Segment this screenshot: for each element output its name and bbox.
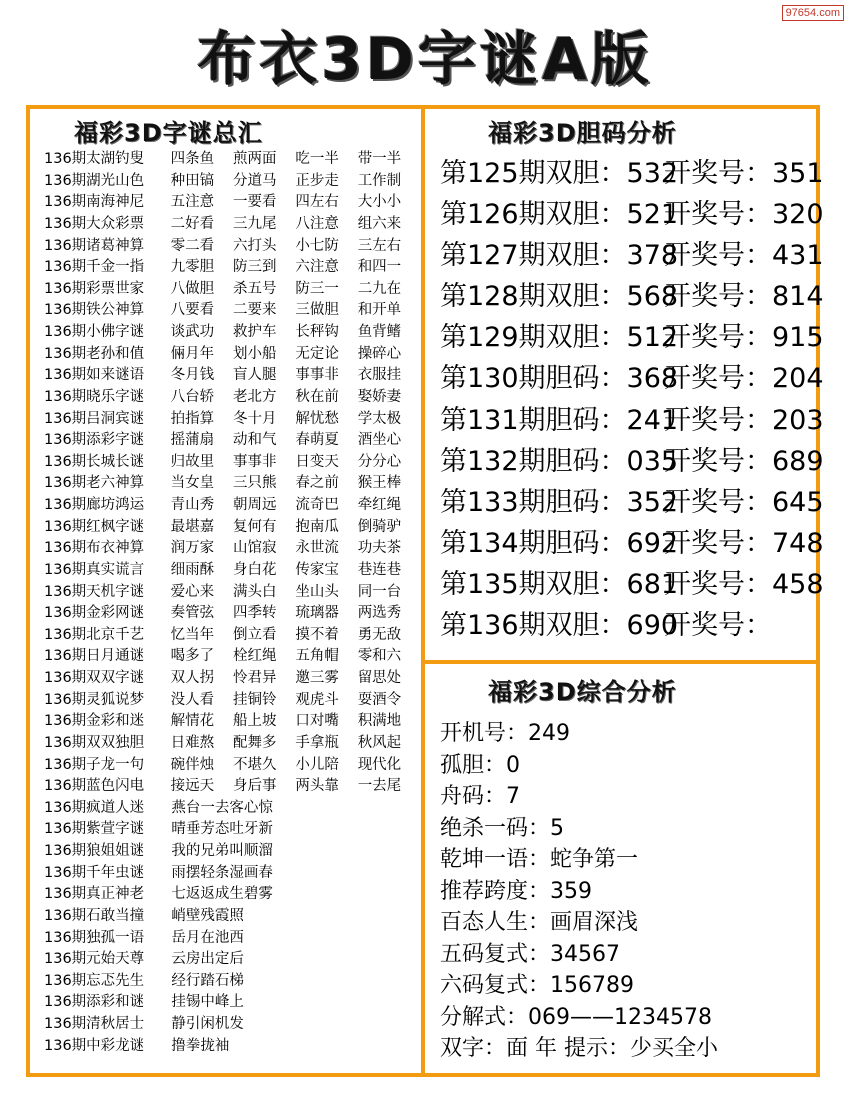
riddle-row — [44, 690, 420, 712]
riddle-clue: 身后事 — [233, 778, 277, 795]
draw-result: 开奖号：320 — [664, 199, 824, 231]
riddle-row — [44, 711, 420, 733]
riddle-clue: 六打头 — [233, 237, 277, 254]
riddle-clue: 三九尾 — [233, 215, 277, 232]
riddle-clue: 学太极 — [357, 410, 402, 427]
riddle-source: 136期真实谎言 — [44, 561, 145, 578]
riddle-clue: 八台轿 — [170, 388, 215, 405]
riddle-source: 136期元始天尊 — [44, 951, 145, 968]
draw-result: 开奖号： — [664, 610, 772, 642]
riddle-source: 136期忘忑先生 — [44, 972, 145, 989]
riddle-clue: 手拿瓶 — [295, 734, 339, 751]
riddle-clue: 复何有 — [233, 518, 277, 535]
dan-row — [440, 358, 824, 399]
riddle-clue: 流奇巴 — [295, 497, 339, 513]
riddle-verse: 云房出定后 — [171, 951, 244, 968]
riddle-row — [44, 279, 420, 301]
riddle-row — [44, 841, 420, 863]
riddle-row — [44, 755, 420, 777]
draw-result: 开奖号：645 — [664, 486, 824, 518]
riddle-source: 136期大众彩票 — [44, 215, 145, 232]
dan-pick: 第133期胆码：352 — [440, 486, 679, 518]
dan-row — [440, 317, 824, 358]
riddle-clue: 二要来 — [233, 302, 277, 319]
riddle-verse: 峭壁残霞照 — [171, 907, 244, 924]
riddle-clue: 观虎斗 — [295, 691, 339, 708]
summary-line: 双字：面 年 提示：少买全小 — [440, 1036, 718, 1061]
riddle-clue: 传家宝 — [295, 561, 339, 578]
riddle-verse: 挂锡中峰上 — [171, 994, 244, 1011]
riddle-source: 136期廊坊鸿运 — [44, 497, 145, 513]
riddle-row — [44, 1036, 420, 1058]
riddle-clue: 带一半 — [357, 151, 402, 167]
riddle-row — [44, 517, 420, 539]
riddle-clue: 倆月年 — [170, 345, 215, 362]
riddle-row — [44, 214, 420, 236]
riddle-source: 136期老六神算 — [44, 475, 145, 492]
riddle-clue: 五注意 — [170, 194, 215, 211]
riddle-clue: 两头靠 — [295, 778, 339, 795]
page-title: 布衣3D字谜A版 — [197, 25, 653, 93]
riddle-clue: 倒立看 — [233, 626, 277, 643]
riddle-clue: 二九在 — [357, 280, 402, 297]
riddle-source: 136期双双独胆 — [44, 734, 145, 751]
riddle-source: 136期子龙一句 — [44, 756, 145, 773]
riddle-clue: 冬十月 — [233, 410, 277, 427]
riddle-source: 136期长城长谜 — [44, 453, 145, 470]
riddle-clue: 分道马 — [233, 172, 277, 189]
dan-section-title: 福彩3D胆码分析 — [488, 119, 677, 147]
riddle-clue: 坐山头 — [295, 583, 339, 600]
riddle-clue: 不堪久 — [233, 756, 277, 773]
dan-row — [440, 194, 824, 235]
riddle-clue: 永世流 — [295, 540, 339, 557]
riddle-clue: 朝周远 — [233, 497, 277, 513]
riddle-source: 136期千金一指 — [44, 259, 145, 276]
riddle-row — [44, 928, 420, 950]
riddle-source: 136期小佛字谜 — [44, 324, 145, 340]
riddle-clue: 春之前 — [295, 475, 339, 492]
riddle-verse: 静引闲机发 — [171, 1016, 244, 1032]
riddle-clue: 防三到 — [233, 259, 277, 276]
summary-line: 分解式：069——1234578 — [440, 1004, 712, 1030]
dan-row — [440, 400, 824, 441]
riddle-row — [44, 430, 420, 452]
riddle-clue: 留思处 — [357, 670, 402, 686]
riddle-row — [44, 387, 420, 409]
summary-line: 乾坤一语：蛇争第一 — [440, 847, 639, 872]
riddle-row — [44, 495, 420, 517]
dan-pick: 第131期胆码：241 — [440, 404, 679, 436]
riddle-clue: 满头白 — [233, 583, 277, 600]
riddle-clue: 秋风起 — [357, 734, 402, 751]
riddle-clue: 同一台 — [357, 583, 402, 600]
riddle-row — [44, 992, 420, 1014]
dan-row — [440, 153, 824, 194]
riddle-verse: 七返返成生碧雾 — [171, 886, 273, 903]
riddle-verse: 经行踏石梯 — [171, 972, 244, 989]
riddle-clue: 爱心来 — [170, 583, 215, 600]
riddle-source: 136期天机字谜 — [44, 583, 145, 600]
column-divider — [421, 105, 425, 1077]
riddle-row — [44, 884, 420, 906]
riddle-clue: 接远天 — [170, 778, 215, 795]
riddle-verse: 撸拳拢袖 — [171, 1037, 230, 1054]
riddle-clue: 五角帽 — [295, 648, 339, 665]
riddle-row — [44, 538, 420, 560]
riddle-clue: 长秤钩 — [295, 324, 339, 340]
riddle-clue: 巷连巷 — [357, 561, 402, 578]
riddle-clue: 抱南瓜 — [295, 518, 339, 535]
riddle-clue: 挂铜铃 — [233, 691, 277, 708]
riddle-row — [44, 300, 420, 322]
riddle-row — [44, 733, 420, 755]
riddle-source: 136期红枫字谜 — [44, 518, 145, 535]
riddle-row — [44, 949, 420, 971]
riddle-clue: 八注意 — [295, 215, 339, 232]
riddle-clue: 猴王棒 — [357, 475, 402, 492]
riddle-row — [44, 236, 420, 258]
summary-line: 开机号：249 — [440, 721, 570, 746]
riddle-clue: 邀三雾 — [295, 670, 339, 686]
dan-row — [440, 482, 824, 523]
riddle-clue: 没人看 — [170, 691, 215, 708]
riddle-source: 136期金彩网谜 — [44, 605, 145, 622]
dan-row — [440, 235, 824, 276]
riddle-row — [44, 452, 420, 474]
riddle-row — [44, 582, 420, 604]
riddle-clue: 现代化 — [357, 756, 402, 773]
riddle-row — [44, 171, 420, 193]
riddle-clue: 春萌夏 — [295, 432, 339, 449]
riddle-row — [44, 625, 420, 647]
riddle-clue: 功夫茶 — [357, 540, 402, 557]
riddle-row — [44, 646, 420, 668]
riddle-row — [44, 409, 420, 431]
riddle-clue: 倒骑驴 — [357, 518, 402, 535]
dan-pick: 第125期双胆：532 — [440, 158, 679, 189]
riddle-list — [44, 149, 420, 1057]
riddle-source: 136期清秋居士 — [44, 1016, 145, 1032]
riddle-clue: 山馆寂 — [233, 540, 277, 557]
riddle-row — [44, 365, 420, 387]
riddle-clue: 船上坡 — [233, 713, 277, 730]
dan-pick: 第132期胆码：035 — [440, 445, 679, 477]
riddle-verse: 燕台一去客心惊 — [171, 799, 273, 816]
riddle-row — [44, 776, 420, 798]
riddle-clue: 身白花 — [233, 561, 277, 578]
riddle-clue: 日变天 — [295, 453, 339, 470]
riddle-clue: 九零胆 — [170, 259, 215, 276]
riddle-row — [44, 1014, 420, 1036]
riddle-clue: 四季转 — [233, 605, 277, 622]
dan-row — [440, 605, 820, 646]
riddle-clue: 栓红绳 — [233, 648, 277, 665]
riddle-source: 136期真正神老 — [44, 886, 145, 903]
dan-row — [440, 276, 824, 317]
riddle-row — [44, 473, 420, 495]
riddle-row — [44, 192, 420, 214]
riddle-clue: 三只熊 — [233, 475, 277, 492]
summary-line: 绝杀一码：5 — [440, 815, 564, 841]
riddle-clue: 零和六 — [357, 648, 402, 665]
riddle-clue: 事事非 — [295, 367, 339, 384]
draw-result: 开奖号：431 — [664, 240, 824, 272]
riddle-clue: 分分心 — [357, 453, 402, 470]
riddle-clue: 润万家 — [170, 540, 215, 557]
riddle-source: 136期添彩和谜 — [44, 994, 145, 1011]
riddle-clue: 六注意 — [295, 259, 339, 276]
riddle-clue: 口对嘴 — [295, 713, 339, 730]
riddle-clue: 和四一 — [357, 259, 402, 276]
riddle-source: 136期日月通谜 — [44, 648, 145, 665]
riddle-source: 136期紫萱字谜 — [44, 821, 145, 838]
riddle-source: 136期如来谜语 — [44, 367, 145, 384]
summary-line: 推荐跨度：359 — [440, 878, 592, 904]
riddle-clue: 动和气 — [233, 432, 277, 449]
riddle-clue: 小儿陪 — [295, 756, 339, 773]
riddle-row — [44, 149, 420, 171]
draw-result: 开奖号：814 — [664, 281, 824, 313]
riddle-source: 136期狼姐姐谜 — [44, 843, 145, 859]
riddle-clue: 摇蒲扇 — [170, 432, 215, 449]
riddle-clue: 琉璃器 — [295, 605, 339, 622]
riddle-clue: 秋在前 — [295, 388, 339, 405]
summary-list — [440, 718, 820, 1065]
riddle-clue: 冬月钱 — [170, 367, 215, 384]
riddle-clue: 积满地 — [357, 713, 402, 730]
riddle-source: 136期石敢当撞 — [44, 907, 145, 924]
riddle-clue: 解情花 — [170, 713, 215, 730]
riddle-clue: 种田镐 — [170, 172, 215, 189]
draw-result: 开奖号：689 — [664, 445, 824, 477]
site-watermark: 97654.com — [782, 5, 844, 21]
riddle-clue: 当女皇 — [170, 475, 215, 492]
riddle-clue: 事事非 — [233, 453, 277, 470]
riddle-source: 136期湖光山色 — [44, 172, 145, 189]
riddle-verse: 我的兄弟叫顺溜 — [171, 843, 273, 859]
dan-row — [440, 441, 824, 482]
summary-line: 五码复式：34567 — [440, 941, 620, 967]
riddle-clue: 四条鱼 — [170, 151, 215, 167]
dan-pick: 第128期双胆：568 — [440, 281, 679, 313]
riddle-clue: 一要看 — [233, 194, 277, 211]
riddle-clue: 最堪嘉 — [170, 518, 215, 535]
draw-result: 开奖号：204 — [664, 363, 824, 395]
summary-line: 舟码：7 — [440, 784, 520, 809]
riddle-source: 136期独孤一语 — [44, 929, 145, 946]
riddle-clue: 吃一半 — [295, 151, 339, 167]
riddle-clue: 勇无敌 — [357, 626, 402, 643]
riddle-clue: 谈武功 — [170, 324, 215, 340]
riddle-clue: 工作制 — [357, 172, 402, 189]
riddle-source: 136期双双字谜 — [44, 670, 145, 686]
riddle-row — [44, 971, 420, 993]
riddle-clue: 解忧愁 — [295, 410, 339, 427]
riddle-source: 136期诸葛神算 — [44, 237, 145, 254]
riddle-row — [44, 863, 420, 885]
riddle-clue: 摸不着 — [295, 626, 339, 643]
riddle-source: 136期布衣神算 — [44, 540, 145, 557]
dan-pick: 第130期胆码：368 — [440, 363, 679, 395]
dan-pick: 第129期双胆：512 — [440, 322, 679, 354]
riddle-clue: 救护车 — [233, 324, 277, 340]
riddle-source: 136期灵狐说梦 — [44, 691, 145, 708]
riddle-clue: 杀五号 — [233, 280, 277, 297]
dan-pick: 第126期双胆：521 — [440, 199, 679, 231]
riddle-source: 136期蓝色闪电 — [44, 778, 145, 795]
riddle-clue: 耍酒令 — [357, 691, 402, 708]
riddle-clue: 拍指算 — [170, 410, 215, 427]
riddle-clue: 组六来 — [357, 215, 402, 232]
riddle-clue: 一去尾 — [357, 778, 402, 795]
riddle-clue: 忆当年 — [170, 626, 215, 643]
summary-line: 六码复式：156789 — [440, 973, 634, 998]
riddle-row — [44, 798, 420, 820]
riddle-row — [44, 322, 420, 344]
riddle-source: 136期添彩字谜 — [44, 432, 145, 449]
riddle-clue: 防三一 — [295, 280, 339, 297]
riddle-verse: 晴垂芳态吐牙新 — [171, 821, 273, 838]
riddle-row — [44, 906, 420, 928]
summary-line: 百态人生：画眉深浅 — [440, 910, 639, 935]
riddle-clue: 青山秀 — [170, 497, 215, 513]
riddle-clue: 鱼背鳍 — [357, 324, 402, 340]
dan-pick: 第134期胆码：692 — [440, 527, 679, 559]
riddle-clue: 和开单 — [357, 302, 402, 319]
dan-row — [440, 564, 824, 605]
dan-pick: 第127期双胆：378 — [440, 240, 679, 272]
riddle-source: 136期晓乐字谜 — [44, 388, 145, 405]
riddle-clue: 二好看 — [170, 215, 215, 232]
draw-result: 开奖号：748 — [664, 527, 824, 559]
dan-pick: 第136期双胆：690 — [440, 610, 679, 642]
riddle-clue: 盲人腿 — [233, 367, 277, 384]
dan-pick: 第135期双胆：681 — [440, 568, 679, 600]
riddle-clue: 两选秀 — [357, 605, 402, 622]
riddle-clue: 八要看 — [170, 302, 215, 319]
riddle-clue: 衣服挂 — [357, 367, 402, 384]
riddle-source: 136期疯道人迷 — [44, 799, 145, 816]
riddle-clue: 小七防 — [295, 237, 339, 254]
riddle-source: 136期太湖钓叟 — [44, 151, 145, 167]
riddle-clue: 老北方 — [233, 388, 277, 405]
dan-row — [440, 523, 824, 564]
riddle-clue: 双人拐 — [170, 670, 215, 686]
riddle-source: 136期吕洞宾谜 — [44, 410, 145, 427]
riddle-clue: 碗伴烛 — [170, 756, 215, 773]
riddle-row — [44, 603, 420, 625]
riddle-clue: 四左右 — [295, 194, 339, 211]
riddle-clue: 操碎心 — [357, 345, 402, 362]
riddle-source: 136期千年虫谜 — [44, 864, 145, 881]
riddle-clue: 配舞多 — [233, 734, 277, 751]
riddle-clue: 三做胆 — [295, 302, 339, 319]
riddle-verse: 岳月在池西 — [171, 929, 244, 946]
summary-line: 孤胆：0 — [440, 752, 520, 778]
section-divider — [421, 660, 820, 664]
draw-result: 开奖号：351 — [664, 158, 824, 189]
riddle-clue: 娶娇妻 — [357, 388, 402, 405]
riddle-clue: 正步走 — [295, 172, 339, 189]
riddle-clue: 大小小 — [357, 194, 402, 211]
riddle-clue: 八做胆 — [170, 280, 215, 297]
riddle-clue: 奏管弦 — [170, 605, 215, 622]
riddle-clue: 牵红绳 — [357, 497, 402, 513]
riddle-source: 136期铁公神算 — [44, 302, 145, 319]
riddle-source: 136期北京千艺 — [44, 626, 145, 643]
riddle-source: 136期老孙和值 — [44, 345, 145, 362]
riddle-clue: 日难熬 — [170, 734, 215, 751]
draw-result: 开奖号：458 — [664, 568, 824, 600]
riddle-row — [44, 819, 420, 841]
riddle-clue: 煎两面 — [233, 151, 277, 167]
riddle-row — [44, 560, 420, 582]
riddle-row — [44, 344, 420, 366]
riddle-clue: 归故里 — [170, 453, 215, 470]
riddle-clue: 怜君异 — [233, 670, 277, 686]
summary-section-title: 福彩3D综合分析 — [488, 678, 677, 706]
riddle-clue: 细雨酥 — [170, 561, 215, 578]
draw-result: 开奖号：915 — [664, 322, 824, 354]
riddle-clue: 酒坐心 — [357, 432, 402, 449]
riddle-source: 136期中彩龙谜 — [44, 1037, 145, 1054]
riddle-row — [44, 257, 420, 279]
draw-result: 开奖号：203 — [664, 404, 824, 436]
riddle-clue: 划小船 — [233, 345, 277, 362]
riddle-row — [44, 668, 420, 690]
riddle-section-title: 福彩3D字谜总汇 — [74, 119, 263, 147]
riddle-clue: 零二看 — [170, 237, 215, 254]
dan-list — [440, 153, 824, 646]
riddle-clue: 无定论 — [295, 345, 339, 362]
riddle-clue: 喝多了 — [170, 648, 215, 665]
riddle-verse: 雨摆轻条湿画春 — [171, 864, 273, 881]
riddle-source: 136期金彩和迷 — [44, 713, 145, 730]
riddle-clue: 三左右 — [357, 237, 402, 254]
riddle-source: 136期南海神尼 — [44, 194, 145, 211]
riddle-source: 136期彩票世家 — [44, 280, 145, 297]
